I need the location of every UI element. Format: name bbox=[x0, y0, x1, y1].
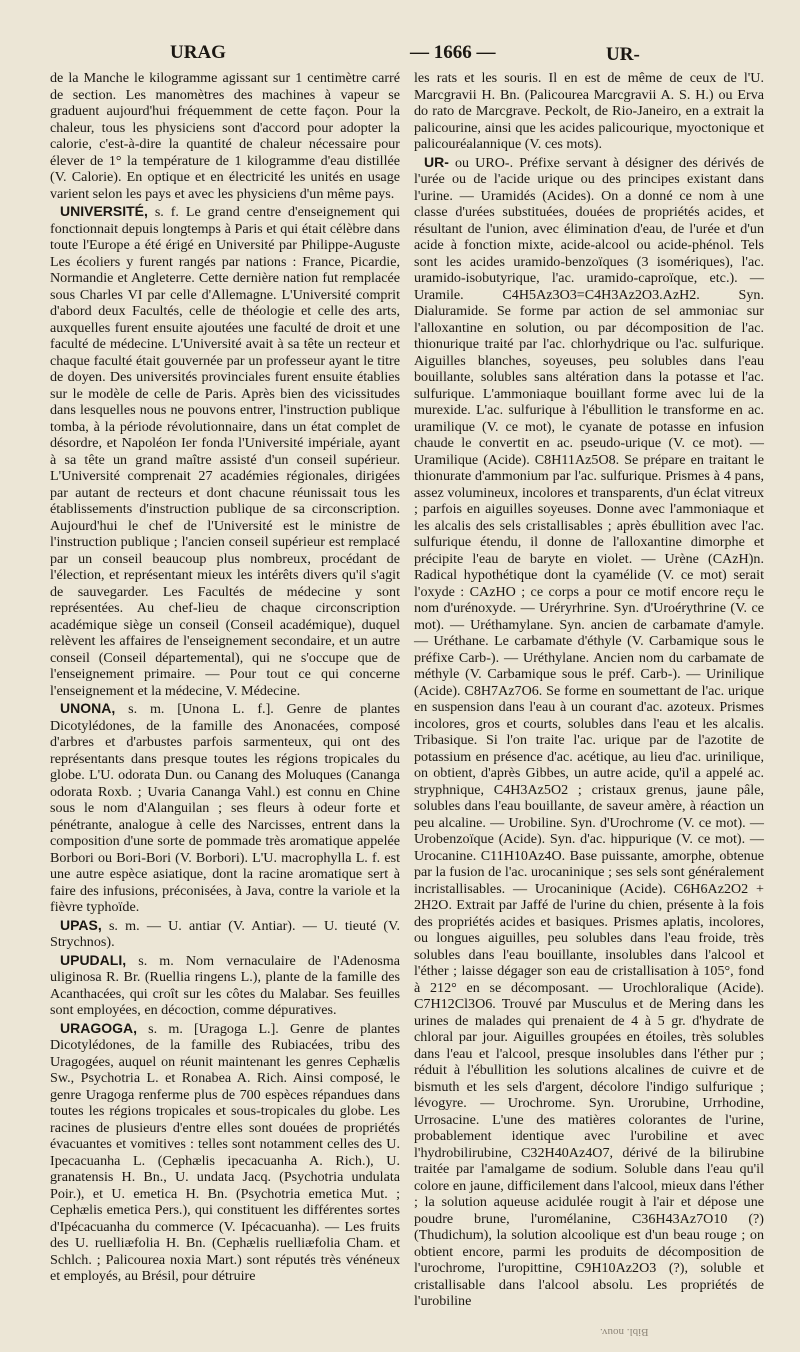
entry-text: s. m. [Uragoga L.]. Genre de plantes Dicotylédones, de la famille des Rubiacées, tribu des Uragogées, auquel on réunit maintenant les genres Cephælis Sw., Psychotria L. et Ronabea A. Rich. Ainsi composé, le genre Uragoga renferme plus de 700 espèces répandues dans toutes les régions tropicales et sous-tropicales du globe. Les racines de plusieurs d'entre elles sont douées de propriétés évacuantes et vomitives : telles sont notamment celles des U. Ipecacuanha L. (Cephælis ipecacuanha A. Rich.), U. granatensis H. Bn., U. undata Jacq. (Psychotria undulata Poir.), et U. emetica H. Bn. (Psychotria emetica Mut. ; Cephælis emetica Pers.), qui constituent les différentes sortes d'Ipécacuanha du commerce (V. Ipécacuanha). — Les fruits des U. ruelliæfolia H. Bn. (Cephælis ruelliæfolia Cham. et Schlch. ; Palicourea noxia Mart.) sont réputés très vénéneux et employés, au Brésil, pour détruire bbox=[50, 1020, 400, 1284]
entry-text: s. m. Nom vernaculaire de l'Adenosma uliginosa R. Br. (Ruellia ringens L.), plante de la famille des Acanthacées, qui croît sur les côtes du Malabar. Ses feuilles sont employées, en décoction, comme dépuratives. bbox=[50, 952, 400, 1018]
dictionary-entry bbox=[50, 203, 400, 699]
page-header bbox=[50, 36, 766, 70]
entry-headword: UPAS, bbox=[60, 916, 102, 933]
continued-text bbox=[414, 70, 764, 153]
running-head-right: UR- bbox=[606, 44, 640, 65]
library-stamp: Bibl. nouv. bbox=[600, 1326, 649, 1338]
entry-headword: UPUDALI, bbox=[60, 951, 127, 968]
entry-text: ou URO-. Préfixe servant à désigner des dérivés de l'urée ou de l'acide urique ou des principes existant dans l'urine. — Uramidés (Acides). On a donné ce nom à une classe d'urées substituées, douées de propriétés acides, et résultant de l'union, avec élimination d'eau, de l'urée et d'un acide à fonction mixte, acide-alcool ou acide-phénol. Tels sont les acides uramido-benzoïques (3 isomériques), l'ac. uramido-isobutyrique, l'ac. uramido-caproïque, etc.). — Uramile. C4H5Az3O3=C4H3Az2O3.AzH2. Syn. Dialuramide. Se forme par action de sel ammoniac sur l'alloxantine en solution, ou par décomposition de l'ac. thionurique traité par l'ac. chlorhydrique ou l'ac. sulfurique. Aiguilles blanches, soyeuses, peu solubles dans l'eau bouillante, solubles sans altération dans la potasse et l'ac. sulfurique. L'ammoniaque bouillant forme avec lui de la murexide. L'ac. sulfurique à l'ébullition le transforme en ac. uramilique (V. ce mot), le cyanate de potasse en infusion chaude le convertit en ac. pseudo-urique (V. ce mot). — Uramilique (Acide). C8H11Az5O8. Se prépare en traitant le thionurate d'ammonium par l'ac. sulfurique. Prismes à 4 pans, assez volumineux, incolores et transparents, d'un éclat vitreux ; parfois en aiguilles soyeuses. Donne avec l'ammoniaque et les alcalis des sels cristallisables ; après ébullition avec l'ac. sulfurique étendu, il donne de l'alloxantine dimorphe et précipite l'eau de baryte en violet. — Urène (CAzH)n. Radical hypothétique dont la cyamélide (V. ce mot) serait l'oxyde : CAzHO ; ce corps a pour ce motif encore reçu le nom d'urénoxyde. — Uréryrhrine. Syn. d'Uroérythrine (V. ce mot). — Uréthamylane. Syn. ancien de carbamate d'amyle. — Uréthane. Le carbamate d'éthyle (V. Carbamique sous le préfixe Carb-). — Uréthylane. Ancien nom du carbamate de méthyle (V. Carbamique sous le préf. Carb-). — Urinilique (Acide). C8H7Az7O6. Se forme en soumettant de l'ac. urique en suspension dans l'eau à un courant d'ac. azoteux. Prismes incolores, gros et courts, solubles dans l'eau et les alcalis. Tribasique. Si l'on traite l'ac. urique par de l'azotite de potassium en présence d'ac. acétique, au lieu d'ac. urinilique, on obtient, d'après Gibbes, un autre acide, qu'il a appelé ac. stryphnique, C4H3Az5O2 ; cristaux grenus, jaune pâle, solubles dans l'eau bouillante, de saveur amère, à réaction un peu alcaline. — Urobiline. Syn. d'Urochrome (V. ce mot). — Urobenzoïque (Acide). Syn. d'ac. hippurique (V. ce mot). — Urocanine. C11H10Az4O. Base puissante, amorphe, obtenue par la fusion de l'ac. urocaninique ; ses sels sont généralement incristallisables. — Urocaninique (Acide). C6H6Az2O2 + 2H2O. Extrait par Jaffé de l'urine du chien, présente à la fois des propriétés acides et basiques. Prismes aplatis, incolores, ou longues aiguilles, peu solubles dans l'eau froide, très solubles dans l'eau bouillante, insolubles dans l'alcool et l'éther ; laisse dégager son eau de cristallisation à 105°, fond à 212° en se décomposant. — Urochloralique (Acide). C7H12Cl3O6. Trouvé par Musculus et de Mering dans les urines de malades qui prenaient de 4 à 5 gr. d'hydrate de chloral par jour. Aiguilles groupées en étoiles, très solubles dans l'eau et l'alcool, presque insolubles dans l'éther pur ; réduit à l'ébullition les solutions alcalines de cuivre et de bismuth et les sels d'argent, décolore l'indigo sulfurique ; lévogyre. — Urochrome. Syn. Urorubine, Urrhodine, Urrosacine. L'une des matières colorantes de l'urine, probablement identique avec l'urobiline et avec l'hydrobilirubine, C32H40Az4O7, dérivé de la bilirubine traitée par l'amalgame de sodium. Soluble dans l'eau qu'il colore en jaune, difficilement dans l'alcool, mieux dans l'éther ; la solution aqueuse acidulée rougit à l'air et dépose une poudre brune, l'uromélanine, C36H43Az7O10 (?) (Thudichum), la solution alcoolique est d'un beau rouge ; on obtient encore, parmi les produits de décomposition de l'urochrome, l'uropittine, C9H10Az2O3 (?), soluble et cristallisable dans l'alcool absolu. Les propriétés de l'urobiline bbox=[414, 154, 764, 1309]
entry-text: s. m. [Unona L. f.]. Genre de plantes Dicotylédones, de la famille des Anonacées, composé d'arbres et d'arbustes parfois sarmenteux, qui ont des représentants dans presque toutes les régions tropicales du globe. L'U. odorata Dun. ou Canang des Moluques (Cananga odorata Roxb. ; Uvaria Cananga Vahl.) est connu en Chine sous le nom d'Alanguilan ; ses fleurs à odeur forte et pénétrante, analogue à celle des Narcisses, entrent dans la composition d'une sorte de pommade très aromatique appelée Borbori ou Bori-Bori (V. Borbori). L'U. macrophylla L. f. est une autre espèce asiatique, dont la racine aromatique sert à faire des infusions, préconisées, à Java, contre la variole et la fièvre typhoïde. bbox=[50, 701, 400, 915]
entry-text: s. f. Le grand centre d'enseignement qui fonctionnait depuis longtemps à Paris et qui était célèbre dans toute l'Europe a été érigé en Université par Philippe-Auguste Les écoliers y furent rangés par nations : France, Picardie, Normandie et Angleterre. Cette dernière nation fut remplacée sous Charles VI par celle d'Allemagne. L'Université comprit d'abord deux Facultés, celle de théologie et celle des arts, auxquelles furent ensuite ajoutées une faculté de droit et une faculté de médecine. L'Université avait à sa tête un recteur et chaque faculté était gouvernée par un professeur ayant le titre de doyen. Des universités provinciales furent ensuite établies sur le modèle de celle de Paris. Après bien des vicissitudes dans lesquelles nous ne pouvons entrer, l'instruction publique tomba, à la période révolutionnaire, dans un état complet de désordre, et Napoléon Ier fonda l'Université impériale, ayant à sa tête un grand maître assisté d'un conseil supérieur. L'Université comprenait 27 académies régionales, dirigées par autant de recteurs et dont chacune réunissait tous les établissements d'instruction publique de sa circonscription. Aujourd'hui le chef de l'Université est le ministre de l'instruction publique ; l'ancien conseil supérieur est remplacé par un conseil beaucoup plus nombreux, procédant de l'élection, et représentant mieux les intérêts divers qu'il s'agit de sauvegarder. Les Facultés de médecine y sont représentées. Au chef-lieu de chaque circonscription académique siège un conseil (Conseil académique), duquel relèvent les affaires de l'enseignement secondaire, et un autre conseil (Conseil départemental), qui ne s'occupe que de l'enseignement primaire. — Pour tout ce qui concerne l'enseignement et la médecine, V. Médecine. bbox=[50, 204, 400, 699]
dictionary-entry bbox=[50, 1020, 400, 1285]
dictionary-entry bbox=[50, 700, 400, 916]
text-columns bbox=[50, 70, 766, 1311]
dictionary-entry bbox=[414, 154, 764, 1310]
dictionary-entry bbox=[50, 917, 400, 951]
entry-text: de la Manche le kilogramme agissant sur 1 centimètre carré de section. Les manomètres des machines à vapeur se graduent aujourd'hui fréquemment de cette façon. Pour la chaleur, tous les physiciens sont d'accord pour adopter la calorie, c'est-à-dire la quantité de chaleur nécessaire pour élever de 1° la température de 1 kilogramme d'eau distillée (V. Calorie). En optique et en électricité les unités en usage varient selon les pays et avec les physiciens d'un même pays. bbox=[50, 70, 400, 202]
entry-headword: URAGOGA, bbox=[60, 1019, 137, 1036]
dictionary-entry bbox=[50, 952, 400, 1019]
continued-text bbox=[50, 70, 400, 202]
entry-text: les rats et les souris. Il en est de même de ceux de l'U. Marcgravii H. Bn. (Palicourea Marcgravii A. S. H.) ou Erva do rato de Marcgrave. Peckolt, de Rio-Janeiro, en a extrait la palicourine, ainsi que les acides palicourique, myoctonique et palicouréalannique (V. ces mots). bbox=[414, 70, 764, 152]
page-number: — 1666 — bbox=[410, 42, 496, 63]
entry-headword: UNONA, bbox=[60, 700, 116, 716]
left-column bbox=[50, 70, 400, 1311]
right-column bbox=[414, 70, 764, 1311]
entry-headword: UNIVERSITÉ, bbox=[60, 203, 148, 219]
running-head-left: URAG bbox=[170, 42, 226, 63]
entry-text: s. m. — U. antiar (V. Antiar). — U. tieuté (V. Strychnos). bbox=[50, 917, 400, 950]
entry-headword: UR- bbox=[424, 153, 449, 170]
